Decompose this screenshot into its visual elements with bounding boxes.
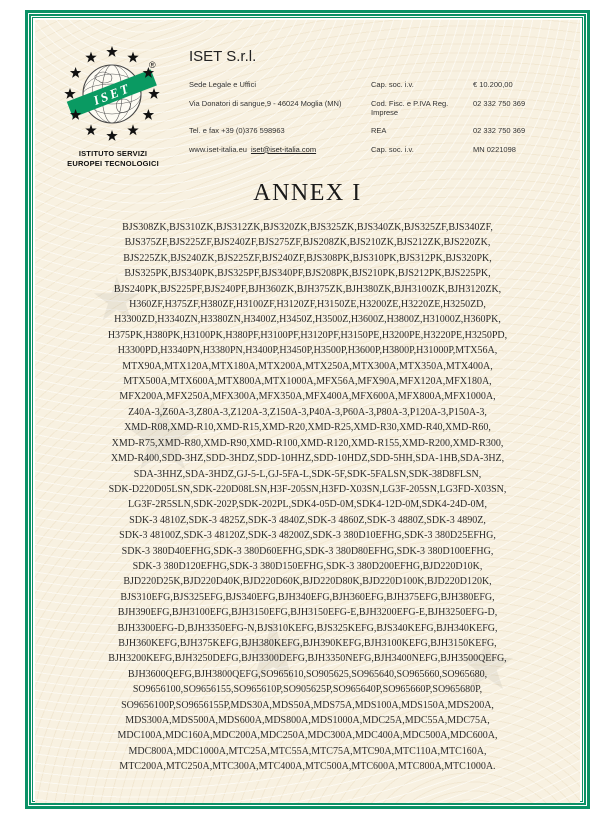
code-line: BJS308ZK,BJS310ZK,BJS312ZK,BJS320ZK,BJS325ZK,BJS340ZK,BJS325ZF,BJS340ZF, xyxy=(122,222,493,233)
code-line: SDK-3 48100Z,SDK-3 48120Z,SDK-3 48200Z,SDK-3 380D10EFHG,SDK-3 380D25EFHG, xyxy=(119,530,496,542)
info-value-vat: 02 332 750 369 xyxy=(473,98,526,108)
code-line: Z40A-3,Z60A-3,Z80A-3,Z120A-3,Z150A-3,P40A-3,P60A-3,P80A-3,P120A-3,P150A-3, xyxy=(128,406,487,418)
star-watermark: ★ xyxy=(455,626,518,704)
code-line: H375PK,H380PK,H3100PK,H380PF,H3100PF,H3120PF,H3150PE,H3200PE,H3220PE,H3250PD, xyxy=(107,329,508,341)
code-line: SDA-3HHZ,SDA-3HDZ,GJ-5-L,GJ-5FA-L,SDK-5F,SDK-5FALSN,SDK-38D8FLSN, xyxy=(133,468,482,480)
company-logo xyxy=(51,42,175,168)
star-watermark: ★ xyxy=(120,384,206,490)
page-title: ANNEX I xyxy=(253,180,362,206)
code-line: MDS300A,MDS500A,MDS600A,MDS800A,MDS1000A,MDC25A,MDC55A,MDC75A, xyxy=(125,715,490,726)
code-line: BJH3200KEFG,BJH3250DEFG,BJH3300DEFG,BJH3350NEFG,BJH3400NEFG,BJH3500QEFG, xyxy=(108,653,507,665)
product-code-list xyxy=(35,220,580,775)
info-row xyxy=(189,99,572,117)
code-line: BJH3600QEFG,BJH3800QEFG,SO965610,SO905625,SO965640,SO965660,SO965680, xyxy=(127,668,488,680)
code-line: BJS310EFG,BJS325EFG,BJS340EFG,BJH340EFG,BJH360EFG,BJH375EFG,BJH380EFG, xyxy=(120,591,495,603)
code-line: XMD-R08,XMD-R10,XMD-R15,XMD-R20,XMD-R25,XMD-R30,XMD-R40,XMD-R60, xyxy=(124,422,491,434)
code-line: BJD220D25K,BJD220D40K,BJD220D60K,BJD220D80K,BJD220D100K,BJD220D120K, xyxy=(123,576,492,588)
code-line: SO9656100,SO9656155,SO965610P,SO905625P,SO965640P,SO965660P,SO965680P, xyxy=(132,684,483,696)
institute-name xyxy=(51,149,175,168)
letterhead xyxy=(51,42,572,168)
code-line: XMD-R400,SDD-3HZ,SDD-3HDZ,SDD-10HHZ,SDD-10HDZ,SDD-5HH,SDA-1HB,SDA-3HZ, xyxy=(110,453,505,465)
code-line: SDK-3 380D40EFHG,SDK-3 380D60EFHG,SDK-3 380D80EFHG,SDK-3 380D100EFHG, xyxy=(121,545,494,557)
email-link[interactable]: iset@iset-italia.com xyxy=(250,144,317,154)
info-label-capital: Cap. soc. i.v. xyxy=(371,80,414,89)
star-watermark: ★ xyxy=(90,266,144,333)
info-value-rea: 02 332 750 369 xyxy=(473,126,526,135)
code-line: XMD-R75,XMD-R80,XMD-R90,XMD-R100,XMD-R120,XMD-R155,XMD-R200,XMD-R300, xyxy=(111,437,504,449)
code-line: LG3F-2R5SLN,SDK-202P,SDK-202PL,SDK4-05D-0M,SDK4-12D-0M,SDK4-24D-0M, xyxy=(128,499,487,511)
code-line: H3300ZD,H3340ZN,H3380ZN,H3400Z,H3450Z,H3500Z,H3600Z,H3800Z,H31000Z,H360PK, xyxy=(114,314,501,326)
code-line: BJS225ZK,BJS240ZK,BJS225ZF,BJS240ZF,BJS308PK,BJS310PK,BJS312PK,BJS320PK, xyxy=(123,252,492,264)
info-row xyxy=(189,80,572,89)
code-line: BJH390EFG,BJH3100EFG,BJH3150EFG,BJH3150EFG-E,BJH3200EFG-E,BJH3250EFG-D, xyxy=(117,607,498,619)
info-row xyxy=(189,126,572,135)
code-line: BJS375ZF,BJS225ZF,BJS240ZF,BJS275ZF,BJS208ZK,BJS210ZK,BJS212ZK,BJS220ZK, xyxy=(124,237,491,249)
company-info xyxy=(189,42,572,168)
registered-trademark-icon: ® xyxy=(149,60,156,70)
company-name: ISET S.r.l. xyxy=(189,48,257,65)
logo-banner-text: ISET xyxy=(91,80,133,108)
code-line: H360ZF,H375ZF,H380ZF,H3100ZF,H3120ZF,H3150ZE,H3200ZE,H3220ZE,H3250ZD, xyxy=(129,299,486,311)
code-line: SDK-D220D05LSN,SDK-220D08LSN,H3F-205SN,H3FD-X03SN,LG3F-205SN,LG3FD-X03SN, xyxy=(108,483,507,495)
info-value-registry: MN 0221098 xyxy=(473,144,516,154)
info-web-email xyxy=(189,145,371,154)
code-line: MFX200A,MFX250A,MFX300A,MFX350A,MFX400A,MFX600A,MFX800A,MFX1000A, xyxy=(119,391,496,403)
code-line: BJH360KEFG,BJH375KEFG,BJH380KEFG,BJH390KEFG,BJH3100KEFG,BJH3150KEFG, xyxy=(118,637,497,649)
info-label-vat: Cod. Fisc. e P.IVA Reg. Imprese xyxy=(371,98,449,117)
website-text: www.iset-italia.eu xyxy=(189,144,247,154)
code-line: MDC100A,MDC160A,MDC200A,MDC250A,MDC300A,MDC400A,MDC500A,MDC600A, xyxy=(117,730,498,742)
info-label-address2: Via Donatori di sangue,9 - 46024 Moglia (MN) xyxy=(189,98,342,108)
code-line: MDC800A,MDC1000A,MTC25A,MTC55A,MTC75A,MTC90A,MTC110A,MTC160A, xyxy=(128,745,487,757)
info-label-address1: Sede Legale e Uffici xyxy=(189,80,256,89)
certificate-frame-inner xyxy=(32,17,583,802)
institute-name-line1: ISTITUTO SERVIZI xyxy=(78,149,148,158)
code-line: MTX90A,MTX120A,MTX180A,MTX200A,MTX250A,MTX300A,MTX350A,MTX400A, xyxy=(122,360,493,372)
code-line: BJS325PK,BJS340PK,BJS325PF,BJS340PF,BJS208PK,BJS210PK,BJS212PK,BJS225PK, xyxy=(124,268,491,280)
star-watermark: ★ xyxy=(235,605,312,700)
page-content xyxy=(35,20,580,803)
code-line: MTX500A,MTX600A,MTX800A,MTX1000A,MFX56A,MFX90A,MFX120A,MFX180A, xyxy=(123,376,492,388)
iset-globe-logo-icon xyxy=(57,42,169,146)
info-label-phone: Tel. e fax +39 (0)376 598963 xyxy=(189,126,285,135)
code-line: SO9656100P,SO9656155P,MDS30A,MDS50A,MDS75A,MDS100A,MDS150A,MDS200A, xyxy=(121,699,494,711)
code-line: H3300PD,H3340PN,H3380PN,H3400P,H3450P,H3500P,H3600P,H3800P,H31000P,MTX56A, xyxy=(117,345,498,357)
code-line: SDK-3 380D120EFHG,SDK-3 380D150EFHG,SDK-3 380D200EFHG,BJD220D10K, xyxy=(132,560,483,572)
info-label-registry: Cap. soc. i.v. xyxy=(371,144,414,154)
certificate-frame-outer xyxy=(25,10,590,809)
code-line: SDK-3 4810Z,SDK-3 4825Z,SDK-3 4840Z,SDK-3 4860Z,SDK-3 4880Z,SDK-3 4890Z, xyxy=(129,514,486,526)
code-line: BJH3300EFG-D,BJH3350EFG-N,BJS310KEFG,BJS325KEFG,BJS340KEFG,BJH340KEFG, xyxy=(117,622,498,634)
info-label-rea: REA xyxy=(371,126,387,135)
institute-name-line2: EUROPEI TECNOLOGICI xyxy=(67,158,159,168)
code-line: BJS240PK,BJS225PF,BJS240PF,BJH360ZK,BJH375ZK,BJH380ZK,BJH3100ZK,BJH3120ZK, xyxy=(113,283,502,295)
info-value-capital: € 10.200,00 xyxy=(473,80,513,89)
info-row xyxy=(189,145,572,154)
certificate-frame-mid xyxy=(29,14,586,805)
code-line: MTC200A,MTC250A,MTC300A,MTC400A,MTC500A,MTC600A,MTC800A,MTC1000A. xyxy=(119,761,496,773)
